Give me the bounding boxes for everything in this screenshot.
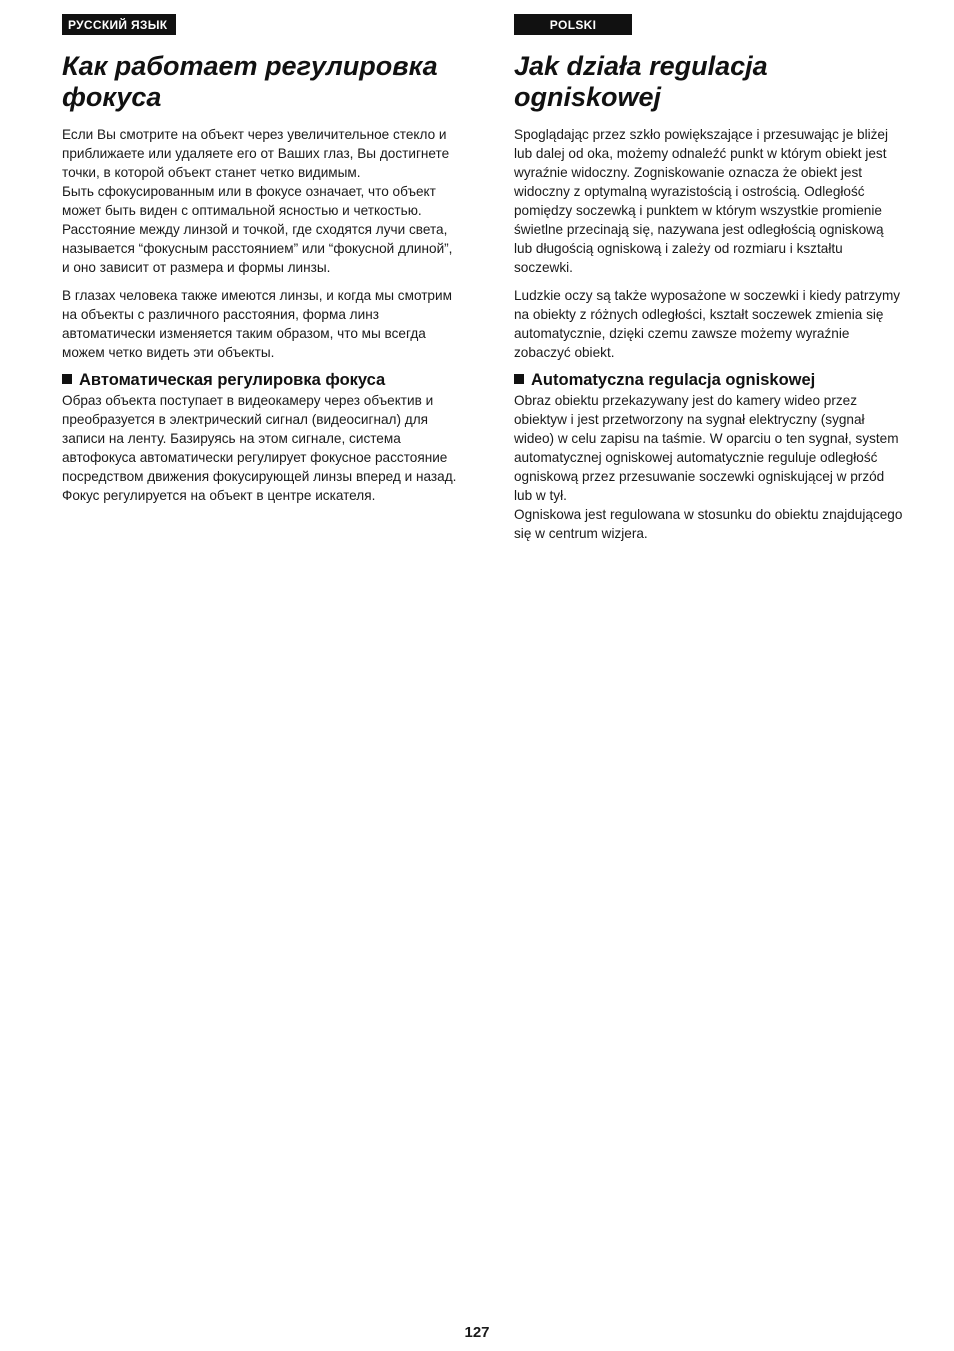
paragraph-2: Быть сфокусированным или в фокусе означает, что объект может быть виден с оптимальной ясностью и четкостью. Расстояние между линзой и точкой, где сходятся лучи света, называется “фокусным расстоянием” или “фокусной длиной”, и оно зависит от размера и формы линзы.	[62, 184, 453, 275]
language-tag-russian: РУССКИЙ ЯЗЫК	[62, 14, 176, 35]
language-tag-polish: POLSKI	[514, 14, 632, 35]
paragraph-3: В глазах человека также имеются линзы, и когда мы смотрим на объекты с различного расстояния, форма линз автоматически изменяется таким образом, что мы всегда можем четко видеть эти объекты.	[62, 288, 452, 360]
section-title-russian: Как работает регулировка фокуса	[62, 51, 438, 112]
paragraph-3: Obraz obiektu przekazywany jest do kamery wideo przez obiektyw i jest przetworzony na sygnał elektryczny (sygnał wideo) w celu zapisu na taśmie. W oparciu o ten sygnał, system automatycznej ogniskowej automatycznie reguluje odległość ogniskową przez przesuwanie soczewki ogniskującej w przód lub w tył.	[514, 393, 899, 503]
bullet-square-icon	[62, 374, 72, 384]
section-title-polish: Jak działa regulacja ogniskowej	[514, 51, 768, 112]
paragraph-4: Образ объекта поступает в видеокамеру через объектив и преобразуется в электрический сигнал (видеосигнал) для записи на ленту. Базируясь на этом сигнале, система автофокуса автоматически регулирует фокусное расстояние посредством движения фокусирующей линзы вперед и назад.	[62, 393, 457, 484]
subheading-polish	[514, 370, 904, 390]
subheading-text: Автоматическая регулировка фокуса	[79, 371, 386, 389]
polish-column	[514, 14, 904, 543]
subheading-russian	[62, 370, 462, 390]
paragraph-1: Если Вы смотрите на объект через увеличительное стекло и приближаете или удаляете его от Ваших глаз, Вы достигнете точки, в которой объект станет четко видимым.	[62, 127, 450, 180]
russian-column	[62, 14, 462, 505]
paragraph-5: Фокус регулируется на объект в центре искателя.	[62, 488, 376, 503]
paragraph-1: Spoglądając przez szkło powiększające i przesuwając je bliżej lub dalej od oka, możemy odnaleźć punkt w którym obiekt jest wyraźnie widoczny. Zogniskowanie oznacza że obiekt jest widoczny z optymalną wyrazistością i ostrością. Odległość pomiędzy soczewką i punktem w którym wszystkie promienie świetlne przecinają się, nazywana jest odległością ogniskową lub długością ogniskową i zależy od rozmiaru i kształtu soczewki.	[514, 127, 889, 275]
paragraph-2: Ludzkie oczy są także wyposażone w soczewki i kiedy patrzymy na obiekty z różnych odległości, kształt soczewek zmienia się automatycznie, dzięki czemu zawsze możemy wyraźnie zobaczyć obiekt.	[514, 288, 901, 360]
page-number: 127	[464, 1324, 490, 1341]
paragraph-4: Ogniskowa jest regulowana w stosunku do obiektu znajdującego się w centrum wizjera.	[514, 507, 903, 541]
bullet-square-icon	[514, 374, 524, 384]
subheading-text: Automatyczna regulacja ogniskowej	[531, 371, 816, 389]
